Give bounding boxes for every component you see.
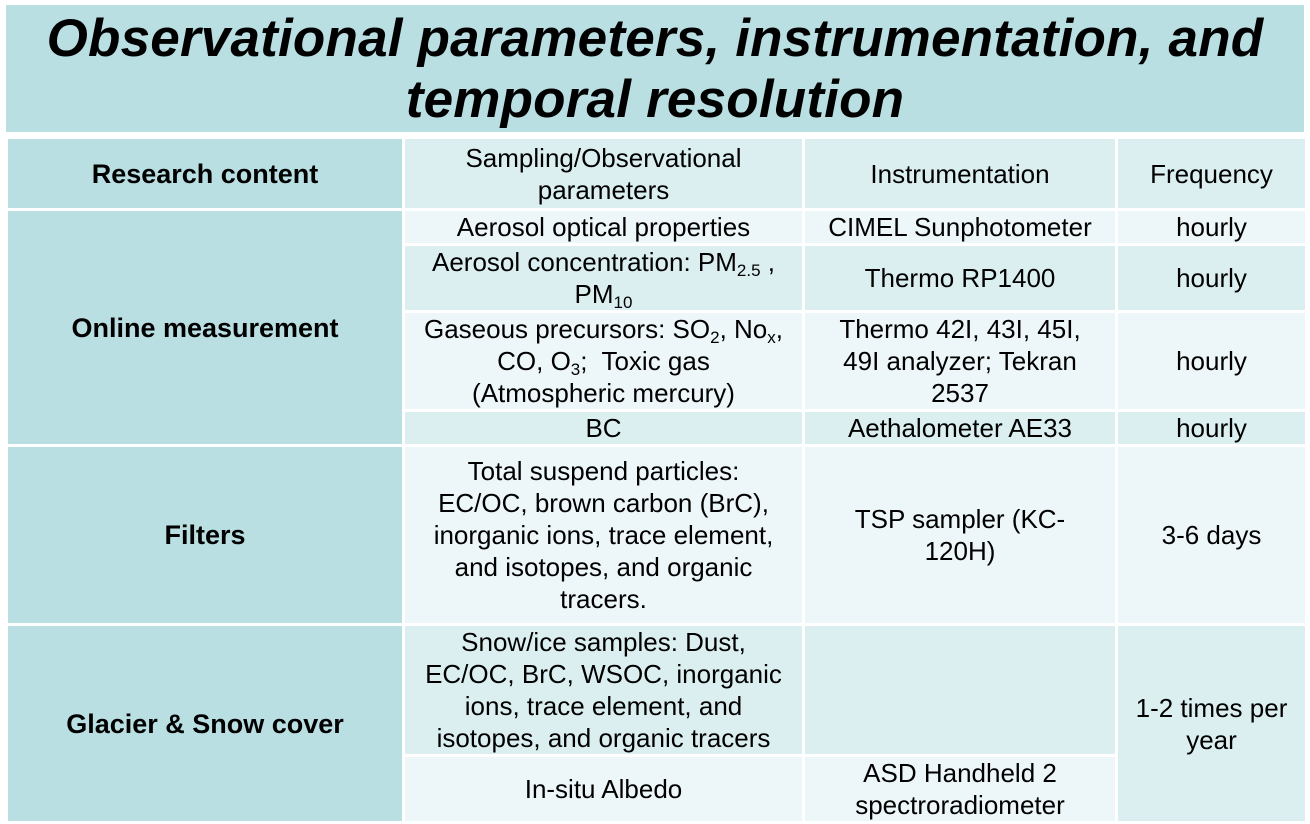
param-cell: BC xyxy=(404,411,804,446)
observation-table xyxy=(5,136,1308,824)
param-cell: Aerosol optical properties xyxy=(404,210,804,245)
param-cell: Total suspend particles: EC/OC, brown carbon (BrC), inorganic ions, trace element, and isotopes, and organic tracers. xyxy=(404,446,804,625)
research-online-measurement: Online measurement xyxy=(7,210,404,446)
header-frequency: Frequency xyxy=(1117,138,1307,210)
param-cell: Gaseous precursors: $SO_2$, $No_x$, CO, $O_3$; Toxic gas (Atmospheric mercury) xyxy=(404,312,804,411)
table-header-row xyxy=(7,138,1307,210)
research-glacier-snow: Glacier & Snow cover xyxy=(7,625,404,823)
header-parameters: Sampling/Observational parameters xyxy=(404,138,804,210)
instrument-cell: ASD Handheld 2 spectroradiometer xyxy=(804,756,1117,823)
param-cell: Aerosol concentration: $PM_{2.5}$ , $PM_{10}$ xyxy=(404,245,804,312)
frequency-cell: 1-2 times per year xyxy=(1117,625,1307,823)
table-row xyxy=(7,210,1307,245)
instrument-cell: TSP sampler (KC-120H) xyxy=(804,446,1117,625)
research-filters: Filters xyxy=(7,446,404,625)
header-instrumentation: Instrumentation xyxy=(804,138,1117,210)
frequency-cell: 3-6 days xyxy=(1117,446,1307,625)
instrument-cell: Aethalometer AE33 xyxy=(804,411,1117,446)
frequency-cell: hourly xyxy=(1117,411,1307,446)
frequency-cell: hourly xyxy=(1117,210,1307,245)
slide-title-line-1: Observational parameters, instrumentation, and xyxy=(46,8,1264,68)
table-row xyxy=(7,625,1307,756)
slide-title-banner xyxy=(6,5,1304,132)
header-research-content: Research content xyxy=(7,138,404,210)
frequency-cell: hourly xyxy=(1117,312,1307,411)
instrument-cell: CIMEL Sunphotometer xyxy=(804,210,1117,245)
frequency-cell: hourly xyxy=(1117,245,1307,312)
slide-title xyxy=(47,8,1264,130)
instrument-cell: Thermo RP1400 xyxy=(804,245,1117,312)
param-cell: Snow/ice samples: Dust, EC/OC, BrC, WSOC, inorganic ions, trace element, and isotopes, and organic tracers xyxy=(404,625,804,756)
slide-title-line-2: temporal resolution xyxy=(405,69,905,129)
instrument-cell xyxy=(804,625,1117,756)
instrument-cell: Thermo 42I, 43I, 45I, 49I analyzer; Tekran 2537 xyxy=(804,312,1117,411)
table-row xyxy=(7,446,1307,625)
param-cell: In-situ Albedo xyxy=(404,756,804,823)
